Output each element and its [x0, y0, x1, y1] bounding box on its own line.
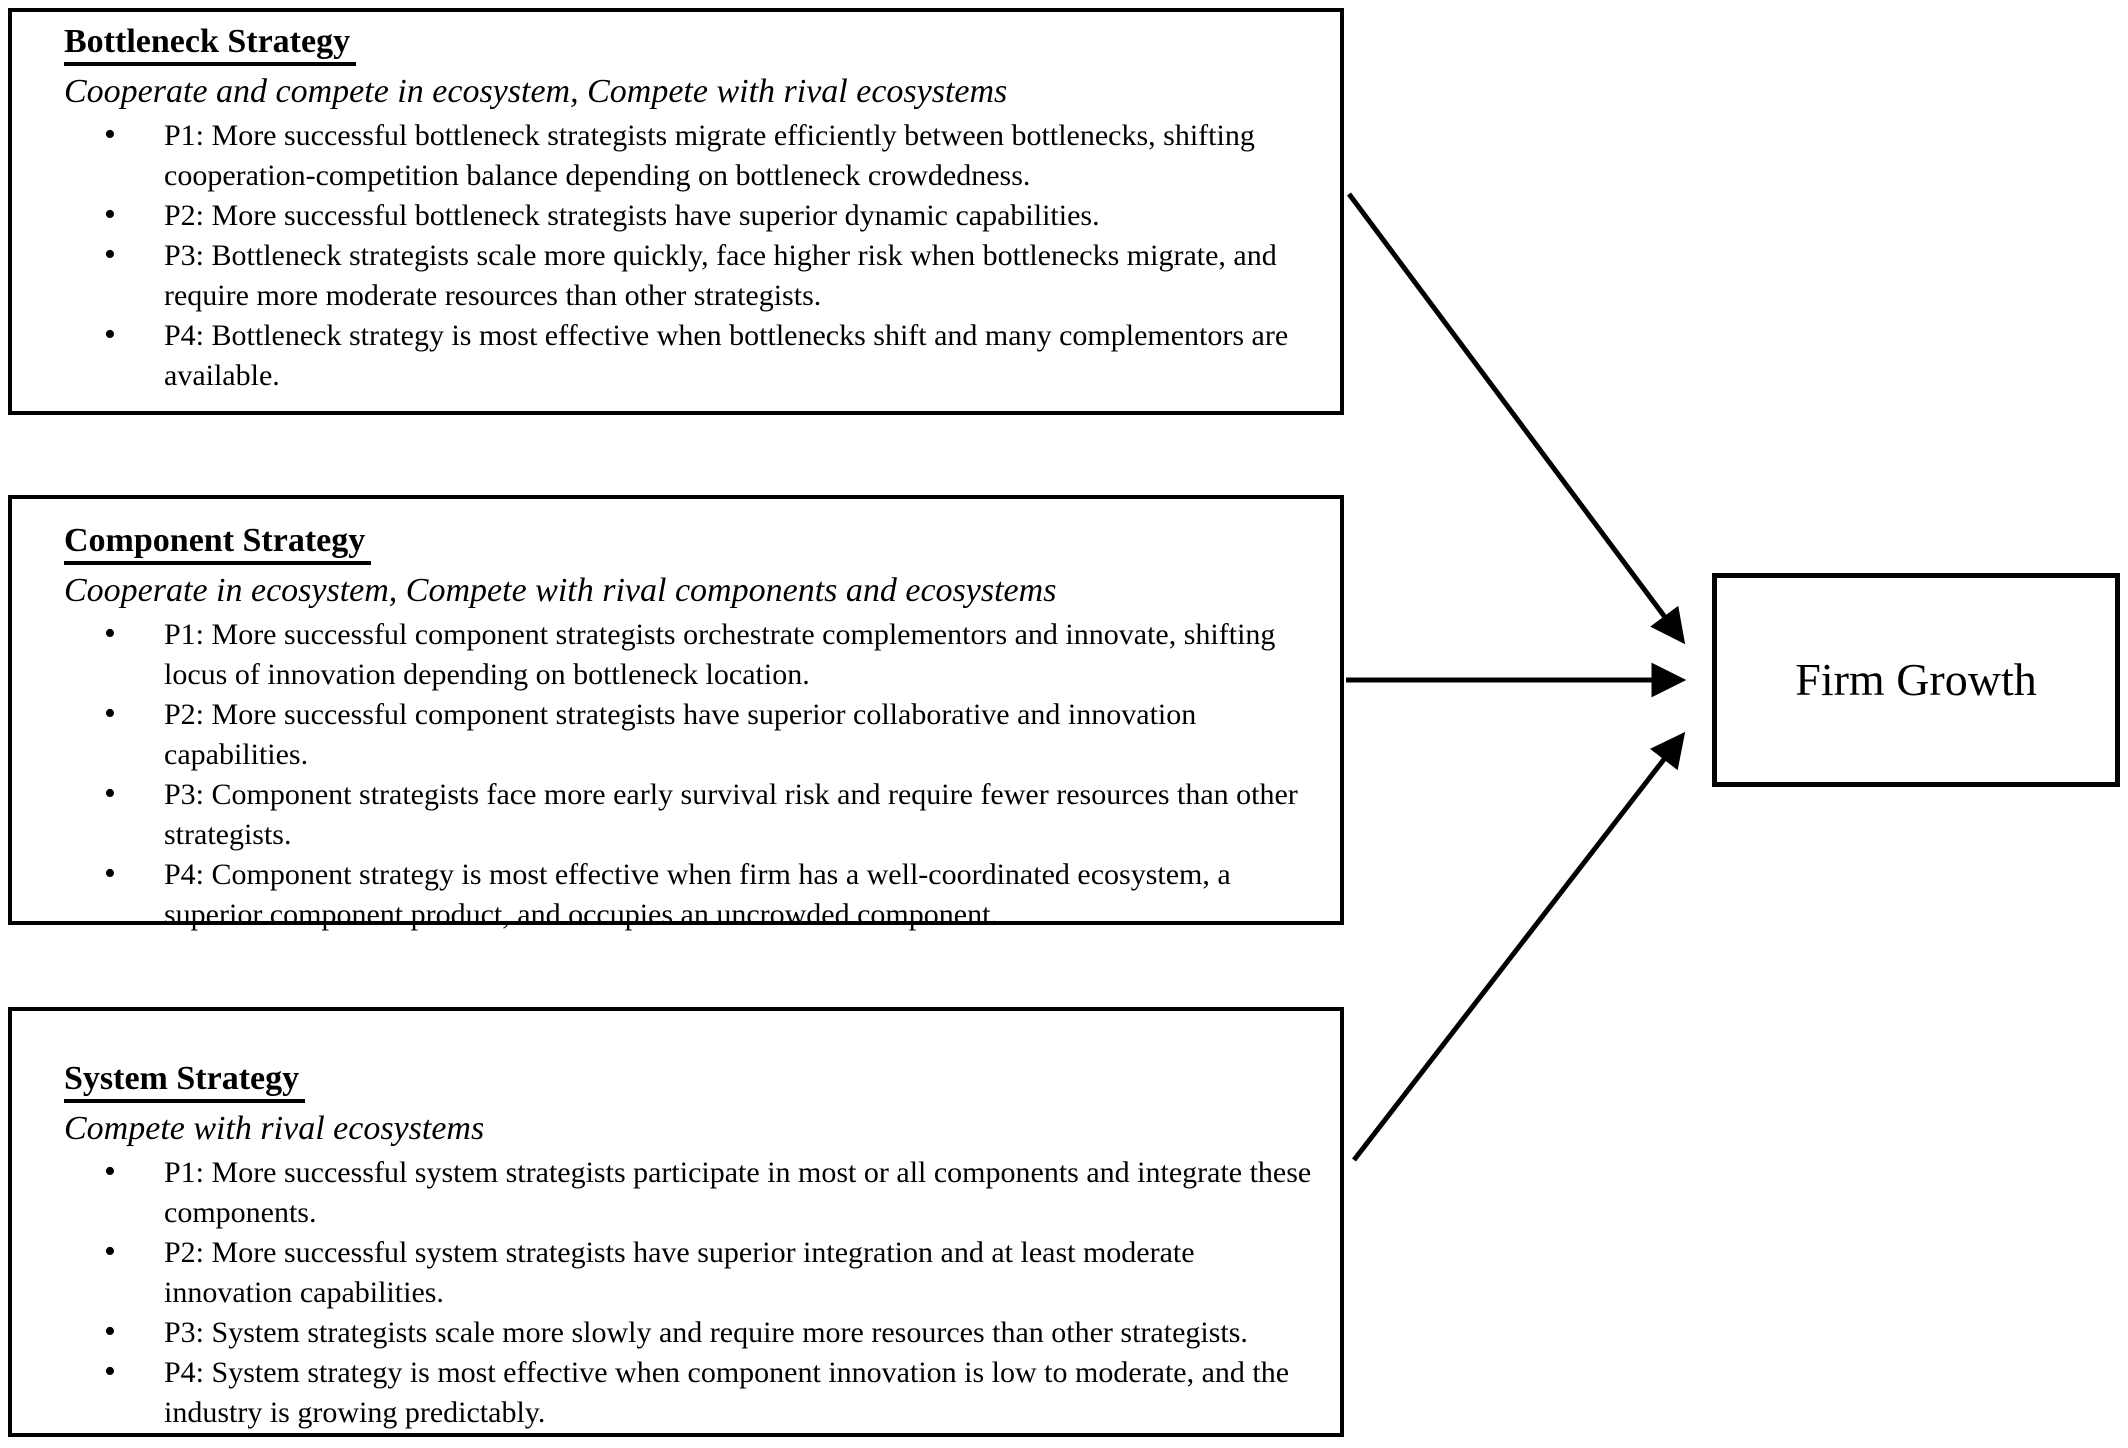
firm-growth-label: Firm Growth: [1795, 654, 2037, 705]
strategy-subtitle-bottleneck: Cooperate and compete in ecosystem, Compete with rival ecosystems: [64, 73, 1008, 111]
proposition-item: • P2: More successful bottleneck strategists have superior dynamic capabilities.: [12, 196, 1340, 236]
proposition-item: • P2: More successful component strategists have superior collaborative and innovation capabilities.: [12, 695, 1340, 775]
proposition-item: • P3: Component strategists face more early survival risk and require fewer resources than other strategists.: [12, 775, 1340, 855]
proposition-item: • P1: More successful component strategists orchestrate complementors and innovate, shifting locus of innovation depending on bottleneck location.: [12, 615, 1340, 695]
strategy-subtitle-system: Compete with rival ecosystems: [64, 1110, 485, 1148]
strategy-box-system: [8, 1007, 1344, 1437]
arrow-bottleneck-to-firm-growth: [1349, 194, 1682, 640]
proposition-item: • P4: Bottleneck strategy is most effective when bottlenecks shift and many complementors are available.: [12, 316, 1340, 396]
proposition-item: • P1: More successful system strategists participate in most or all components and integrate these components.: [12, 1153, 1340, 1233]
proposition-item: • P1: More successful bottleneck strategists migrate efficiently between bottlenecks, shifting cooperation-competition balance depending on bottleneck crowdedness.: [12, 116, 1340, 196]
proposition-item: • P4: System strategy is most effective when component innovation is low to moderate, and the industry is growing predictably.: [12, 1353, 1340, 1433]
proposition-item: • P2: More successful system strategists have superior integration and at least moderate innovation capabilities.: [12, 1233, 1340, 1313]
strategy-box-component: [8, 495, 1344, 932]
firm-growth-box: [1712, 573, 2120, 787]
strategy-title-bottleneck: Bottleneck Strategy: [12, 22, 1340, 66]
strategy-subtitle-component: Cooperate in ecosystem, Compete with rival components and ecosystems: [64, 572, 1057, 610]
proposition-item: • P3: System strategists scale more slowly and require more resources than other strategists.: [12, 1313, 1340, 1353]
strategy-box-bottleneck: [8, 8, 1344, 415]
strategy-title-system: System Strategy: [12, 1059, 1340, 1103]
proposition-list-system: [12, 1153, 1340, 1433]
arrow-system-to-firm-growth: [1354, 736, 1682, 1160]
proposition-list-component: [12, 615, 1340, 935]
strategy-title-component: Component Strategy: [12, 521, 1340, 565]
proposition-item: • P3: Bottleneck strategists scale more quickly, face higher risk when bottlenecks migrate, and require more moderate resources than other strategists.: [12, 236, 1340, 316]
proposition-list-bottleneck: [12, 116, 1340, 396]
proposition-item: • P4: Component strategy is most effective when firm has a well-coordinated ecosystem, a superior component product, and occupies an uncrowded component.: [12, 855, 1340, 935]
